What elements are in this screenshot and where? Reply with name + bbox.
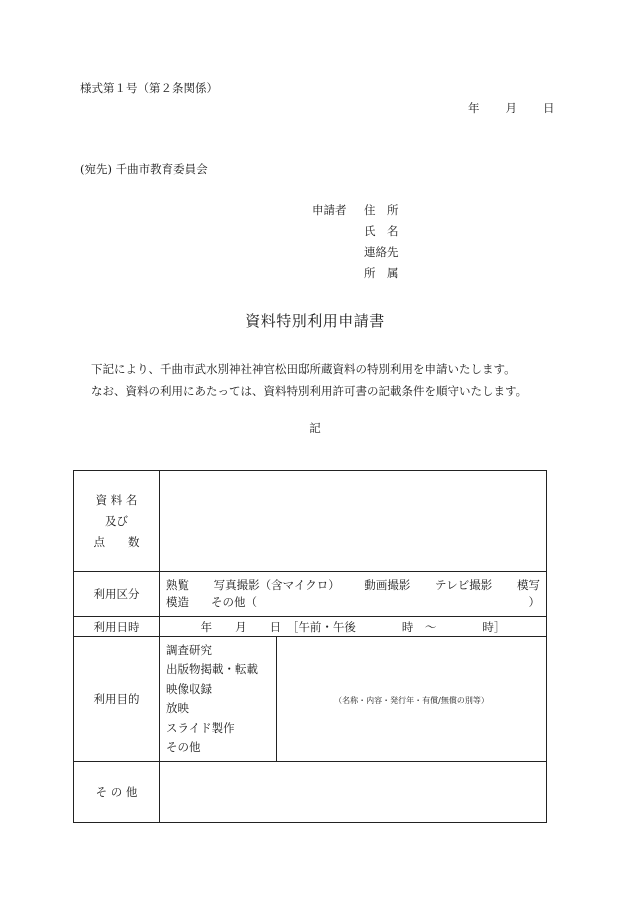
material-name-field[interactable]: [160, 471, 547, 572]
usage-category-row: [74, 572, 547, 617]
material-name-header-line-1: 資 料 名: [95, 492, 138, 507]
purpose-video-recording[interactable]: 映像収録: [166, 681, 212, 696]
purpose-publication[interactable]: 出版物掲載・転載: [166, 662, 258, 676]
applicant-affiliation-label: 所 属: [364, 266, 399, 280]
addressee: (宛先) 千曲市教育委員会: [80, 162, 208, 176]
other-row: [74, 762, 547, 823]
document-title: 資料特別利用申請書: [245, 312, 385, 330]
purpose-other[interactable]: その他: [166, 740, 201, 754]
usage-date-field[interactable]: 年 月 日 ［午前・午後 時 〜 時］: [160, 617, 547, 637]
category-video[interactable]: 動画撮影: [364, 578, 411, 592]
category-photo[interactable]: 写真撮影（含マイクロ）: [213, 578, 340, 592]
date-day-label: 日: [543, 101, 555, 115]
category-copy[interactable]: 模写: [516, 578, 540, 592]
application-form-table: [73, 470, 547, 823]
ki-heading: 記: [309, 421, 321, 435]
date-year-label: 年: [468, 101, 480, 115]
material-name-header-line-3: 点 数: [93, 534, 140, 549]
material-name-header-line-2: 及び: [105, 513, 128, 528]
usage-category-header: 利用区分: [74, 572, 160, 617]
usage-category-line-1: [166, 577, 540, 594]
other-field[interactable]: [160, 762, 547, 823]
category-replica[interactable]: 模造: [166, 595, 189, 609]
purpose-note-text: （名称・内容・発行年・有償/無償の別等）: [334, 696, 489, 705]
applicant-row-contact: [312, 242, 400, 263]
purpose-slide[interactable]: スライド製作: [166, 720, 235, 735]
applicant-row-name: [312, 221, 400, 242]
form-number: 様式第１号（第２条関係）: [80, 81, 218, 95]
intro-text: [91, 358, 527, 402]
usage-purpose-row: [74, 637, 547, 762]
applicant-lead: 申請者: [312, 203, 347, 217]
applicant-address-label: 住 所: [364, 203, 399, 217]
usage-purpose-details[interactable]: [277, 637, 547, 762]
category-other-close: ）: [528, 595, 540, 609]
intro-line-1: 下記により、千曲市武水別神社神官松田邸所蔵資料の特別利用を申請いたします。: [91, 362, 516, 376]
date-line: [468, 100, 555, 116]
applicant-block: [312, 200, 400, 284]
material-name-header: [74, 471, 160, 572]
applicant-contact-label: 連絡先: [364, 245, 399, 259]
usage-category-line-2: [166, 594, 540, 611]
category-viewing[interactable]: 熟覧: [166, 578, 189, 592]
applicant-name-label: 氏 名: [364, 224, 399, 238]
category-tv[interactable]: テレビ撮影: [435, 578, 493, 592]
purpose-broadcast[interactable]: 放映: [166, 701, 189, 715]
applicant-row-affiliation: [312, 263, 400, 284]
applicant-row-address: [312, 200, 400, 221]
usage-date-header: 利用日時: [74, 617, 160, 637]
intro-line-2: なお、資料の利用にあたっては、資料特別利用許可書の記載条件を順守いたします。: [91, 384, 528, 398]
category-other[interactable]: その他（: [211, 595, 257, 609]
material-name-row: [74, 471, 547, 572]
usage-purpose-options[interactable]: [160, 637, 277, 762]
purpose-research[interactable]: 調査研究: [166, 642, 212, 657]
usage-purpose-header: 利用目的: [74, 637, 160, 762]
usage-category-field[interactable]: [160, 572, 547, 617]
usage-date-row: [74, 617, 547, 637]
date-month-label: 月: [505, 101, 517, 115]
other-header: そ の 他: [74, 762, 160, 823]
